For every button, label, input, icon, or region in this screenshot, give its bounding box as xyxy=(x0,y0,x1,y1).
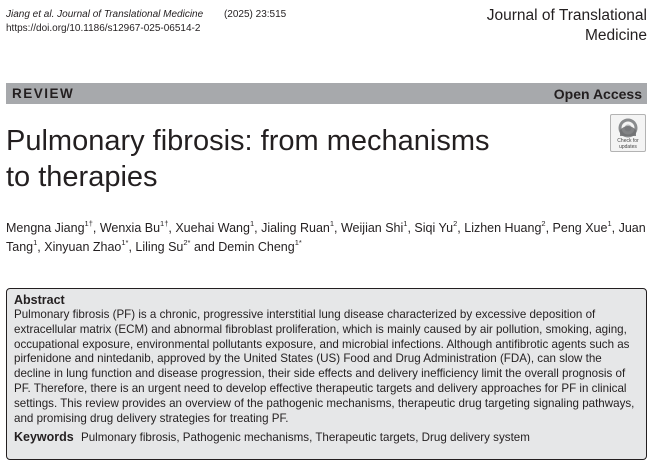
author-name[interactable]: Weijian Shi xyxy=(340,221,404,235)
author-separator: , xyxy=(92,221,100,235)
open-access-label: Open Access xyxy=(553,85,642,102)
author-name[interactable]: Jialing Ruan xyxy=(261,221,330,235)
author-affiliation-mark: 2 xyxy=(453,218,458,228)
author-separator: , xyxy=(545,221,553,235)
citation-block xyxy=(6,8,286,36)
badge-line2: updates xyxy=(619,143,637,150)
abstract-heading: Abstract xyxy=(14,293,65,307)
author-separator: , xyxy=(407,221,415,235)
article-title xyxy=(6,123,566,195)
author-name[interactable]: Xinyuan Zhao xyxy=(44,240,122,254)
keywords-list: Pulmonary fibrosis, Pathogenic mechanisms, Therapeutic targets, Drug delivery system xyxy=(80,431,530,445)
badge-line1: Check for xyxy=(617,138,639,144)
journal-name-line2: Medicine xyxy=(584,27,647,44)
author-affiliation-mark: 1 xyxy=(403,218,408,228)
author-separator: , xyxy=(37,240,45,254)
author-name[interactable]: Juan Tang xyxy=(6,221,646,254)
author-affiliation-mark: 1 xyxy=(33,237,38,247)
author-name[interactable]: Lizhen Huang xyxy=(464,221,542,235)
abstract-box xyxy=(6,288,647,460)
author-separator: , xyxy=(611,221,619,235)
citation-volume: (2025) 23:515 xyxy=(223,9,287,20)
author-name[interactable]: Xuehai Wang xyxy=(175,221,250,235)
citation-authors: Jiang et al. xyxy=(6,9,55,20)
check-updates-icon xyxy=(618,118,638,138)
author-name[interactable]: Demin Cheng xyxy=(218,240,295,254)
author-separator: , xyxy=(334,221,341,235)
badge-text xyxy=(617,139,638,150)
author-name[interactable]: Mengna Jiang xyxy=(6,221,85,235)
author-affiliation-mark: 1* xyxy=(294,237,302,247)
keywords-label: Keywords xyxy=(14,430,74,445)
citation-journal: Journal of Translational Medicine xyxy=(57,9,204,20)
title-line1: Pulmonary fibrosis: from mechanisms xyxy=(6,125,490,157)
author-affiliation-mark: 1 xyxy=(329,218,335,228)
check-for-updates-badge[interactable] xyxy=(610,114,646,152)
author-affiliation-mark: 1† xyxy=(84,218,93,228)
author-name[interactable]: Wenxia Bu xyxy=(99,221,161,235)
author-affiliation-mark: 2* xyxy=(183,237,191,247)
author-separator: , xyxy=(168,221,176,235)
author-affiliation-mark: 1 xyxy=(607,218,612,228)
author-separator: , xyxy=(128,240,136,254)
doi-link[interactable]: https://doi.org/10.1186/s12967-025-06514-2 xyxy=(6,23,201,34)
author-affiliation-mark: 1* xyxy=(121,237,129,247)
author-affiliation-mark: 1 xyxy=(249,218,255,228)
article-type-banner xyxy=(6,83,647,104)
author-name[interactable]: Liling Su xyxy=(135,240,184,254)
citation-line xyxy=(6,8,286,22)
article-type: REVIEW xyxy=(12,86,75,101)
keywords-line xyxy=(14,430,639,445)
journal-name xyxy=(487,6,647,46)
author-separator: and xyxy=(190,240,219,254)
title-line2: to therapies xyxy=(6,161,158,193)
author-separator: , xyxy=(457,221,465,235)
author-separator: , xyxy=(254,221,262,235)
author-name[interactable]: Peng Xue xyxy=(552,221,608,235)
author-list xyxy=(6,219,646,257)
author-affiliation-mark: 1† xyxy=(160,218,169,228)
author-name[interactable]: Siqi Yu xyxy=(414,221,454,235)
author-affiliation-mark: 2 xyxy=(541,218,546,228)
abstract-text: Pulmonary fibrosis (PF) is a chronic, progressive interstitial lung disease characterized by excessive deposition of extracellular matrix (ECM) and abnormal fibroblast proliferation, which is mainly caused by air pollution, smoking, aging, occupational exposure, environmental pollutants exposure, and microbial infections. Although antifibrotic agents such as pirfenidone and nintedanib, approved by the United States (US) Food and Drug Administration (FDA), can slow the decline in lung function and disease progression, their side effects and delivery inefficiency limit the overall prognosis of PF. Therefore, there is an urgent need to develop effective therapeutic targets and delivery approaches for PF in clinical settings. This review provides an overview of the pathogenic mechanisms, therapeutic drug targeting signaling pathways, and promising drug delivery strategies for treating PF. xyxy=(14,308,635,425)
journal-name-line1: Journal of Translational xyxy=(486,7,647,24)
